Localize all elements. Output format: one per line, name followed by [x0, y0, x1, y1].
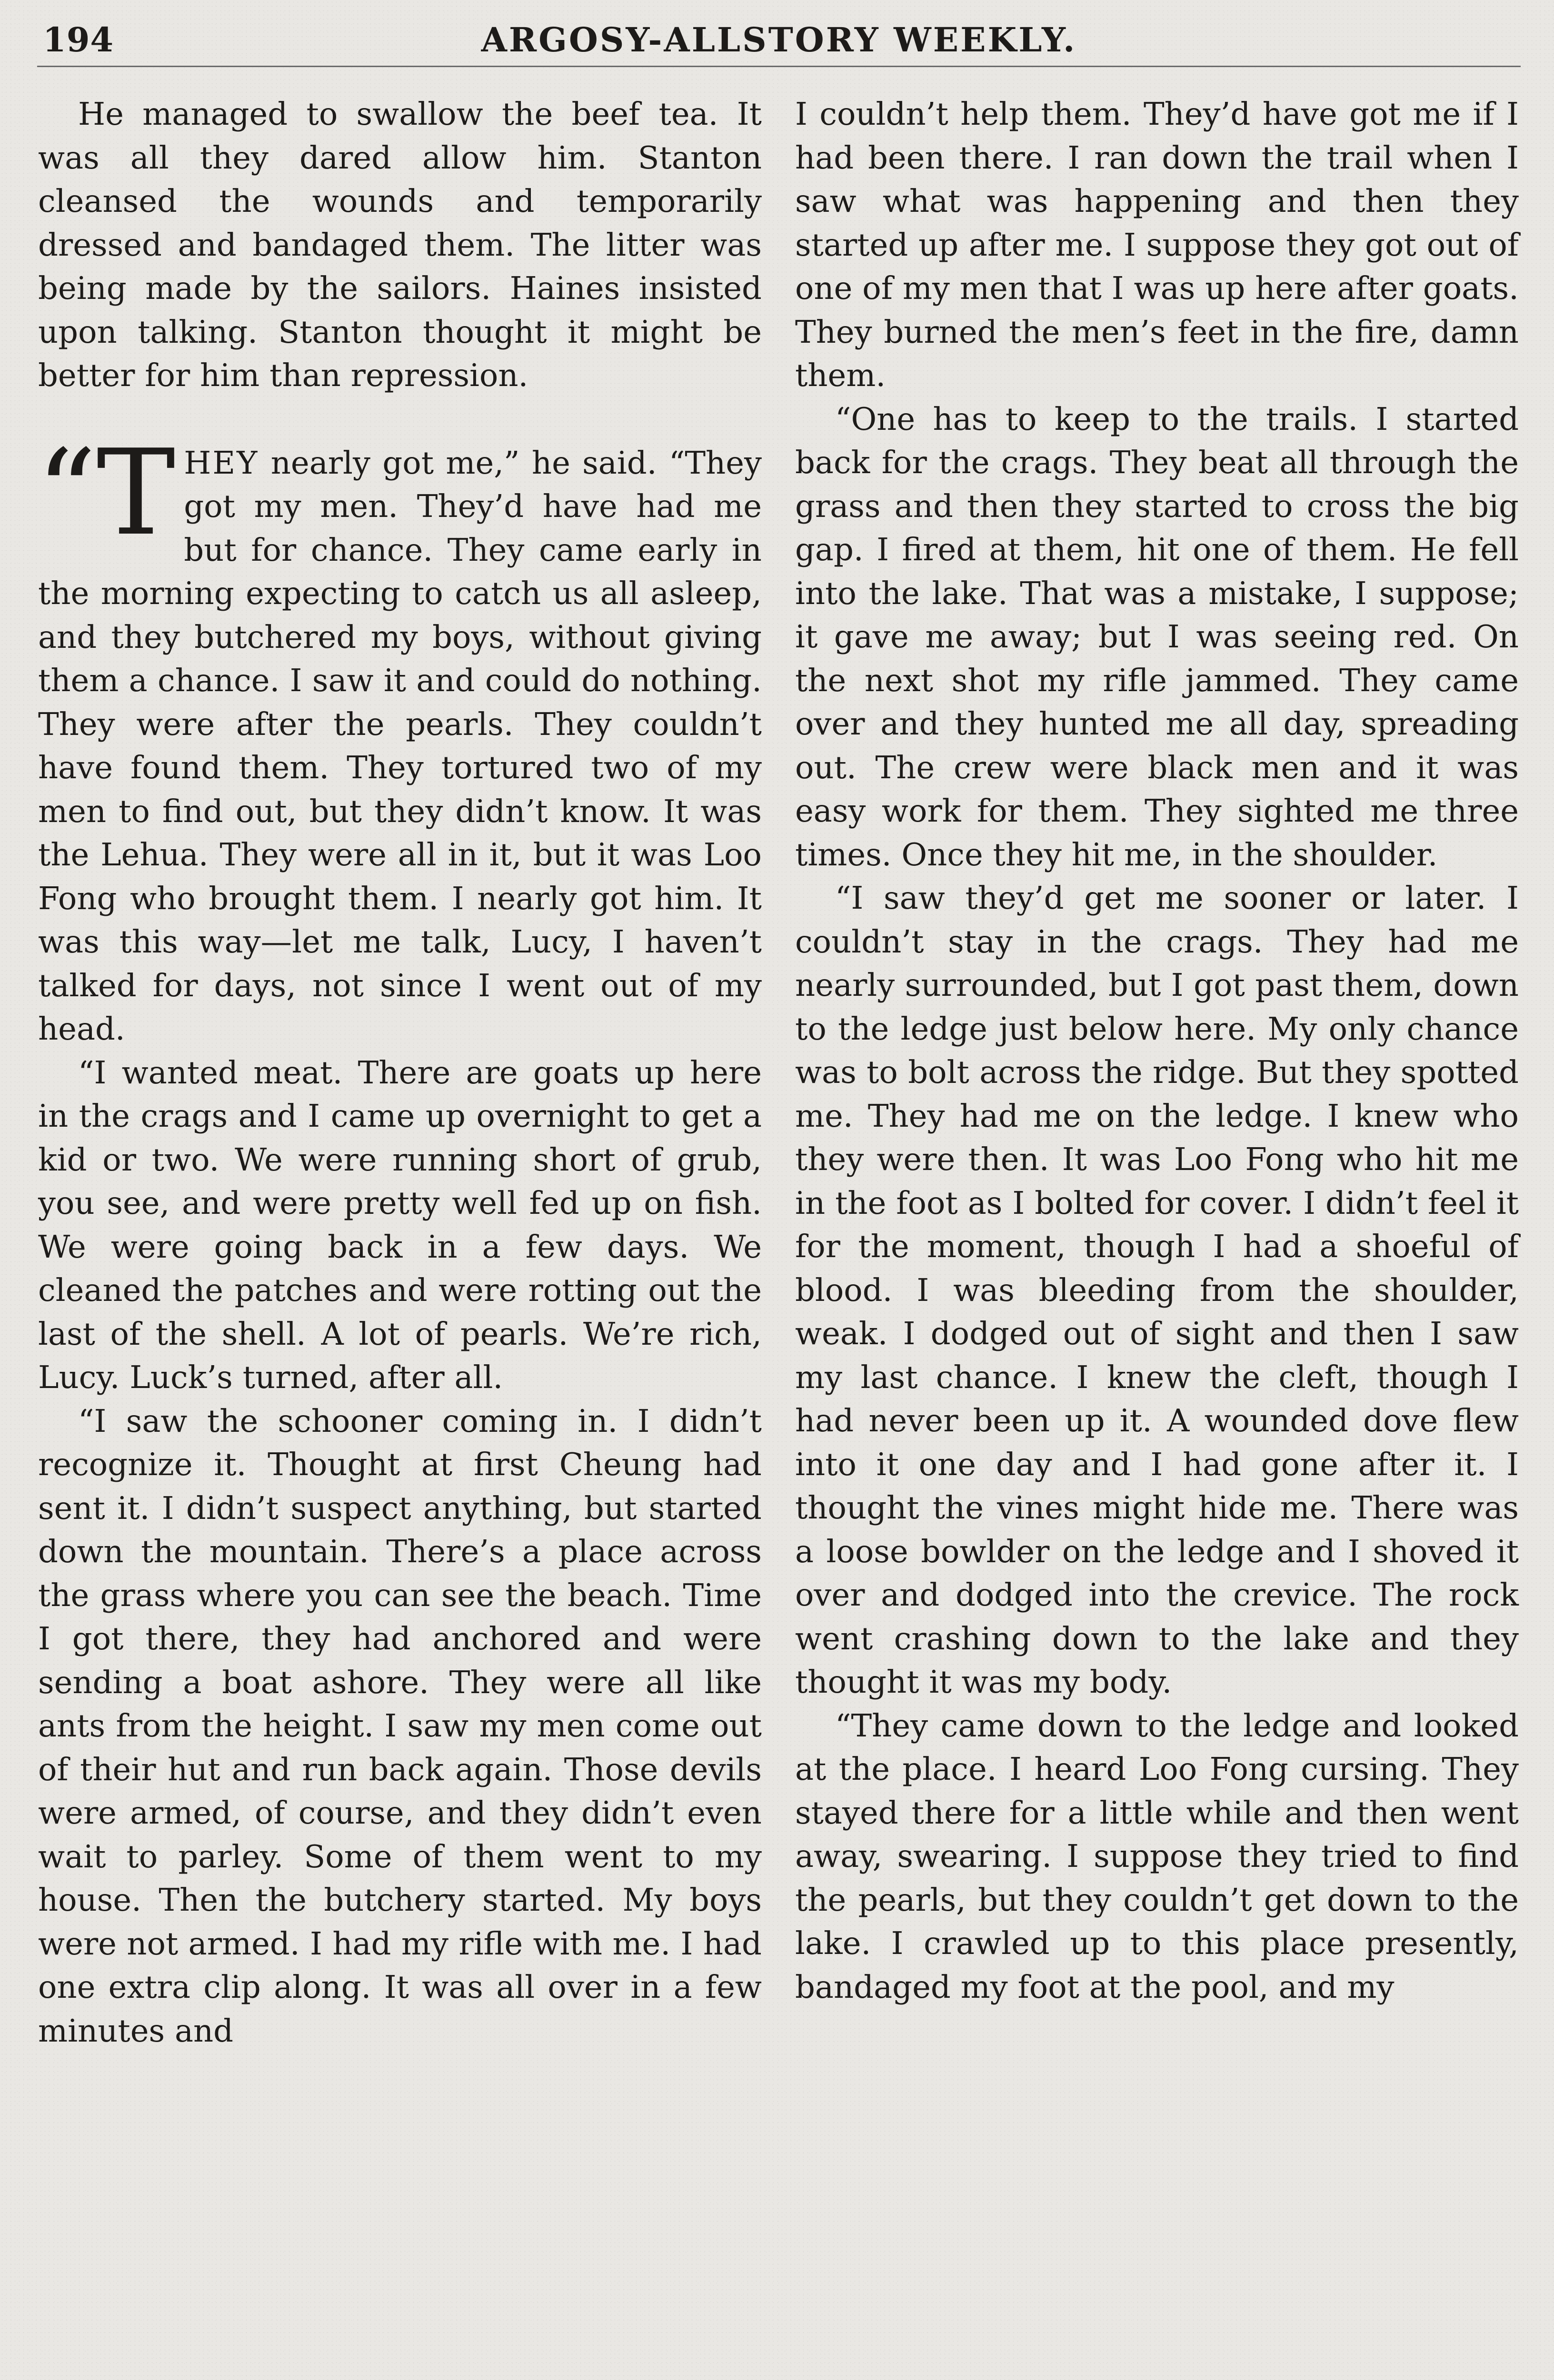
running-title: ARGOSY-ALLSTORY WEEKLY. [481, 20, 1077, 60]
paragraph: “One has to keep to the trails. I started back for the crags. They beat all through the grass and then they started to cross the big gap. I fired at them, hit one of them. He fell into the lake. That was a mistake, I suppose; it gave me away; but I was seeing red. On the next shot my rifle jammed. They came over and they hunted me all day, spreading out. The crew were black men and it was easy work for them. They sighted me three times. Once they hit me, in the shoulder. [795, 401, 1519, 873]
opening-quote: “ [36, 424, 97, 562]
paragraph: “I wanted meat. There are goats up here in the crags and I came up overnight to get a kid or two. We were running short of grub, you see, and were pretty well fed up on fish. We were going back in a few days. We cleaned the patches and were rotting out the last of the shell. A lot of pearls. We’re rich, Lucy. Luck’s turned, after all. [38, 1054, 762, 1396]
paragraph: He managed to swallow the beef tea. It was all they dared allow him. Stanton cleansed the wounds and temporarily dressed and bandaged them. The litter was being made by the sailors. Haines insisted upon talking. Stanton thought it might be better for him than repression. [38, 96, 762, 394]
drop-cap [36, 424, 184, 562]
page-number: 194 [43, 20, 114, 60]
page-header [37, 13, 1521, 67]
small-caps-lead: HEY [184, 445, 259, 481]
paragraph: “I saw they’d get me sooner or later. I couldn’t stay in the crags. They had me nearly surrounded, but I got past them, down to the ledge just below here. My only chance was to bolt across the ridge. But they spotted me. They had me on the ledge. I knew who they were then. It was Loo Fong who hit me in the foot as I bolted for cover. I didn’t feel it for the moment, though I had a shoeful of blood. I was bleeding from the shoulder, weak. I dodged out of sight and then I saw my last chance. I knew the cleft, though I had never been up it. A wounded dove flew into it one day and I had gone after it. I thought the vines might hide me. There was a loose bowlder on the ledge and I shoved it over and dodged into the crevice. The rock went crashing down to the lake and they thought it was my body. [795, 880, 1519, 1700]
drop-cap-letter: T [96, 424, 176, 562]
left-column [38, 93, 762, 2053]
paragraph: I couldn’t help them. They’d have got me if I had been there. I ran down the trail when I saw what was happening and then they started up after me. I suppose they got out of one of my men that I was up here after goats. They burned the men’s feet in the fire, damn them. [795, 96, 1519, 394]
paragraph-text: nearly got me,” he said. “They got my men. They’d have had me but for chance. They came early in the morning expecting to catch us all asleep, and they butchered my boys, without giving them a chance. I saw it and could do nothing. They were after the pearls. They couldn’t have found them. They tortured two of my men to find out, but they didn’t know. It was the Lehua. They were all in it, but it was Loo Fong who brought them. I nearly got him. It was this way—let me talk, Lucy, I haven’t talked for days, not since I went out of my head. [38, 445, 762, 1047]
dropcap-paragraph [36, 424, 762, 1051]
paragraph: “I saw the schooner coming in. I didn’t recognize it. Thought at first Cheung had sent it. I didn’t suspect anything, but started down the mountain. There’s a place across the grass where you can see the beach. Time I got there, they had anchored and were sending a boat ashore. They were all like ants from the height. I saw my men come out of their hut and run back again. Those devils were armed, of course, and they didn’t even wait to parley. Some of them went to my house. Then the butchery started. My boys were not armed. I had my rifle with me. I had one extra clip along. It was all over in a few minutes and [38, 1403, 762, 2049]
right-column [795, 93, 1519, 2009]
paragraph: “They came down to the ledge and looked at the place. I heard Loo Fong cursing. They stayed there for a little while and then went away, swearing. I suppose they tried to find the pearls, but they couldn’t get down to the lake. I crawled up to this place presently, bandaged my foot at the pool, and my [795, 1707, 1519, 2005]
